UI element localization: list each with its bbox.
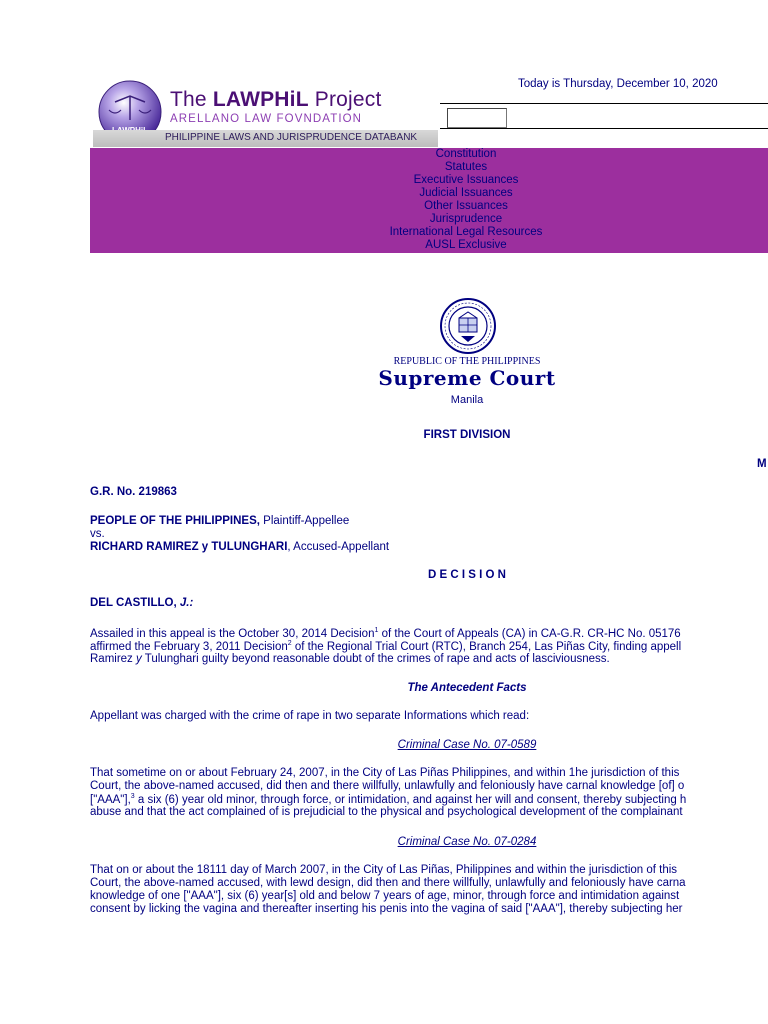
- court-name: Supreme Court: [378, 366, 556, 390]
- main-nav: [90, 148, 768, 253]
- ponente-title: J.:: [179, 597, 194, 609]
- appellant-name: RICHARD RAMIREZ y TULUNGHARI: [90, 541, 288, 553]
- brand-prefix: The: [170, 88, 213, 111]
- supreme-court-seal: [437, 298, 499, 354]
- nav-executive-issuances[interactable]: Executive Issuances: [413, 174, 519, 186]
- para1-line2: [90, 640, 681, 653]
- footnote-link[interactable]: 3: [130, 793, 135, 800]
- para1-text: y: [136, 653, 142, 665]
- court-city: Manila: [450, 394, 484, 406]
- brand-title: [170, 88, 382, 112]
- case2-line4: consent by licking the vagina and thereafter inserting his penis into the vagina of said ["AAA"], thereby subjecting her: [90, 903, 683, 915]
- brand-name: LAWPHiL: [212, 88, 309, 111]
- case2-line2: Court, the above-named accused, with lewd design, did then and there willfully, unlawfully and feloniously have carna: [90, 877, 686, 889]
- criminal-case-2-title: Criminal Case No. 07-0284: [397, 836, 537, 848]
- para1-text: of the Regional Trial Court (RTC), Branch 254, Las Piñas City, finding appell: [291, 640, 682, 653]
- republic-heading: REPUBLIC OF THE PHILIPPINES: [393, 356, 541, 367]
- para1-text: of the Court of Appeals (CA) in CA-G.R. CR-HC No. 05176: [378, 627, 681, 640]
- divider: [440, 103, 768, 104]
- case1-line4: abuse and that the act complained of is prejudicial to the physical and psychological development of the complainant: [90, 806, 683, 818]
- ponente-name: DEL CASTILLO,: [90, 597, 180, 609]
- para1-text: Assailed in this appeal is the October 30, 2014 Decision: [90, 627, 375, 640]
- brand-subtitle: ARELLANO LAW FOVNDATION: [170, 113, 363, 125]
- case2-line1: That on or about the 18111 day of March 2007, in the City of Las Piñas, Philippines and within the jurisdiction of this: [90, 864, 678, 876]
- case1-line2: Court, the above-named accused, did then and there willfully, unlawfully and feloniously have carnal knowledge [of] o: [90, 780, 685, 792]
- nav-jurisprudence[interactable]: Jurisprudence: [429, 213, 503, 225]
- nav-ausl-exclusive[interactable]: AUSL Exclusive: [425, 239, 507, 251]
- nav-constitution[interactable]: Constitution: [435, 148, 497, 160]
- footnote-link[interactable]: 1: [374, 627, 379, 634]
- ponente: [90, 597, 193, 609]
- appellee-name: PEOPLE OF THE PHILIPPINES,: [90, 515, 260, 527]
- appellee-line: [90, 515, 349, 527]
- appellant-role: , Accused-Appellant: [287, 541, 390, 553]
- brand-tagline: PHILIPPINE LAWS AND JURISPRUDENCE DATABANK: [165, 132, 418, 143]
- versus: vs.: [90, 528, 105, 540]
- nav-other-issuances[interactable]: Other Issuances: [424, 200, 508, 212]
- antecedent-facts-heading: The Antecedent Facts: [407, 682, 527, 694]
- case1-line1: That sometime on or about February 24, 2007, in the City of Las Piñas Philippines, and within 1he jurisdiction of this: [90, 767, 680, 779]
- para1-text: affirmed the February 3, 2011 Decision: [90, 640, 288, 653]
- para2: Appellant was charged with the crime of rape in two separate Informations which read:: [90, 710, 530, 722]
- para1-text: Ramirez: [90, 653, 137, 665]
- appellee-role: Plaintiff-Appellee: [259, 515, 350, 527]
- nav-judicial-issuances[interactable]: Judicial Issuances: [419, 187, 513, 199]
- gr-number: G.R. No. 219863: [90, 486, 177, 498]
- divider: [440, 128, 768, 129]
- decision-heading: D E C I S I O N: [428, 569, 506, 581]
- appellant-line: [90, 541, 389, 553]
- brand-suffix: Project: [308, 88, 382, 111]
- nav-statutes[interactable]: Statutes: [444, 161, 488, 173]
- division-heading: FIRST DIVISION: [423, 429, 511, 441]
- case1-text: a six (6) year old minor, through force, or intimidation, and against her will and consent, thereby subjecting h: [134, 793, 687, 806]
- today-date: Today is Thursday, December 10, 2020: [518, 78, 718, 90]
- para1-line1: [90, 627, 681, 640]
- case1-text: ["AAA"],: [90, 793, 131, 806]
- para1-line3: [90, 653, 610, 665]
- search-input[interactable]: [447, 108, 507, 128]
- decision-date-partial: M: [757, 458, 767, 470]
- case1-line3: [90, 793, 686, 806]
- case2-line3: knowledge of one ["AAA"], six (6) year[s] old and below 7 years of age, minor, through force and intimidation against: [90, 890, 680, 902]
- footnote-link[interactable]: 2: [287, 640, 292, 647]
- para1-text: Tulunghari guilty beyond reasonable doubt of the crimes of rape and acts of lasciviousness.: [141, 653, 610, 665]
- nav-international-legal-resources[interactable]: International Legal Resources: [389, 226, 543, 238]
- criminal-case-1-title: Criminal Case No. 07-0589: [397, 739, 537, 751]
